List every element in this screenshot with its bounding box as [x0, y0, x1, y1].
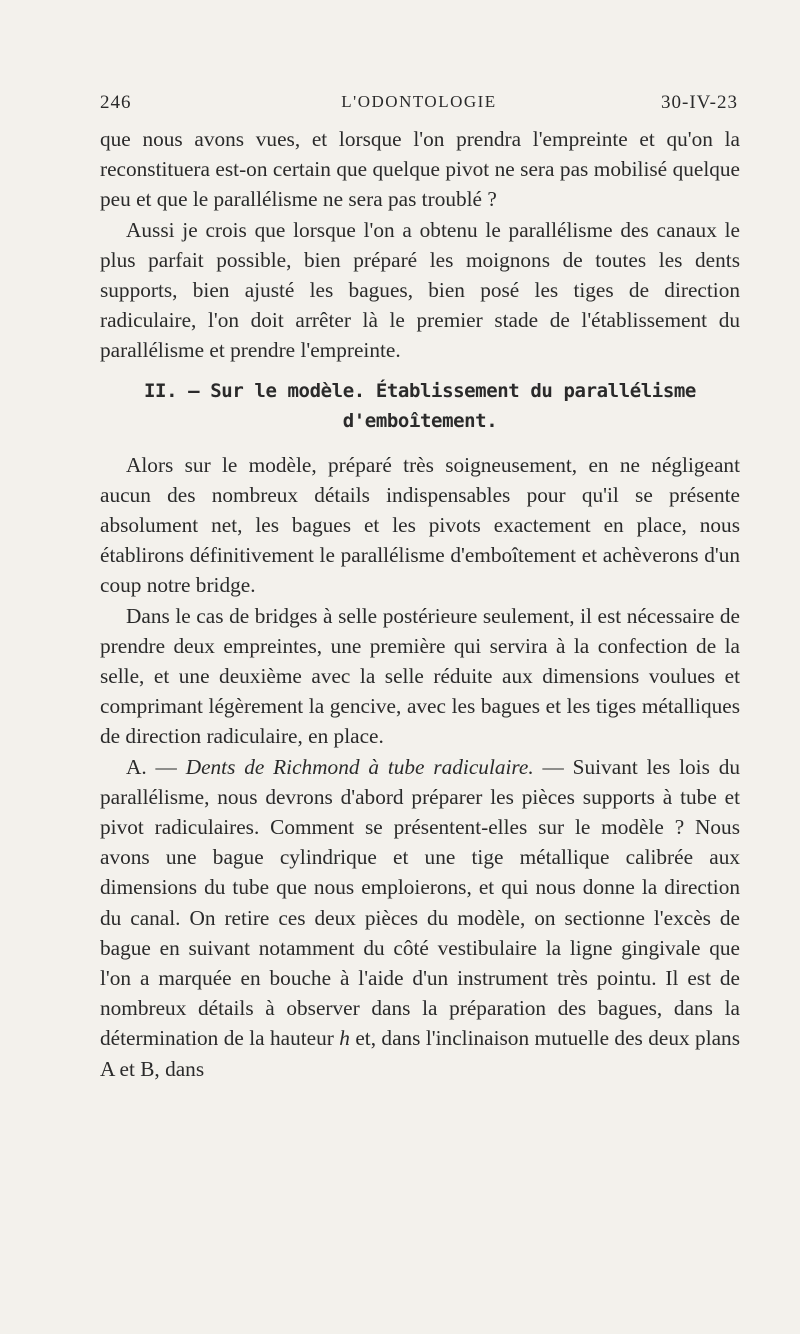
- paragraph-5-text-a: — Suivant les lois du parallélisme, nous devrons d'abord préparer les pièces supports à tube et pivot radiculaires. Comment se présentent-elles sur le modèle ? Nous avons une bague cylindrique et une tige métallique calibrée aux dimensions du tube que nous emploierons, et qui nous donne la direction du canal. On retire ces deux pièces du modèle, on sectionne l'excès de bague en suivant notamment du côté vestibulaire la ligne gingivale que l'on a marquée en bouche à l'aide d'un instrument très pointu. Il est de nombreux détails à observer dans la préparation des bagues, dans la détermination de la hauteur: [100, 754, 740, 1051]
- body-text: [100, 124, 740, 1084]
- paragraph-5: [100, 752, 740, 1084]
- paragraph-5-text-b: et, dans l'inclinaison mutuelle des deux plans A et B, dans: [100, 1026, 740, 1081]
- page-number: 246: [100, 92, 132, 113]
- journal-title: L'ODONTOLOGIE: [341, 92, 497, 111]
- heading-line-1: II. — Sur le modèle. Établissement du parallélisme: [144, 379, 696, 402]
- paragraph-1: que nous avons vues, et lorsque l'on prendra l'empreinte et qu'on la reconstituera est-on certain que quelque pivot ne sera pas mobilisé quelque peu et que le parallélisme ne sera pas troublé ?: [100, 127, 740, 212]
- issue-date: 30-IV-23: [661, 92, 738, 113]
- heading-line-2: d'emboîtement.: [342, 409, 498, 432]
- paragraph-2: Aussi je crois que lorsque l'on a obtenu le parallélisme des canaux le plus parfait possible, bien préparé les moignons de toutes les dents supports, bien ajusté les bagues, bien posé les tiges de direction radiculaire, l'on doit arrêter là le premier stade de l'établissement du parallélisme et prendre l'empreinte.: [100, 217, 740, 363]
- section-heading: [100, 376, 740, 436]
- paragraph-3: Alors sur le modèle, préparé très soigneusement, en ne négligeant aucun des nombreux détails indispensables pour qu'il se présente absolument net, les bagues et les pivots exactement en place, nous établirons définitivement le parallélisme d'emboîtement et achèverons d'un coup notre bridge.: [100, 452, 740, 598]
- paragraph-5-lead: A. —: [126, 754, 186, 779]
- paragraph-5-variable: h: [339, 1026, 350, 1051]
- paragraph-4: Dans le cas de bridges à selle postérieure seulement, il est nécessaire de prendre deux empreintes, une première qui servira à la confection de la selle, et une deuxième avec la selle réduite aux dimensions voulues et comprimant légèrement la gencive, avec les bagues et les tiges métalliques de direction radiculaire, en place.: [100, 603, 740, 749]
- paragraph-5-title: Dents de Richmond à tube radiculaire.: [185, 754, 534, 779]
